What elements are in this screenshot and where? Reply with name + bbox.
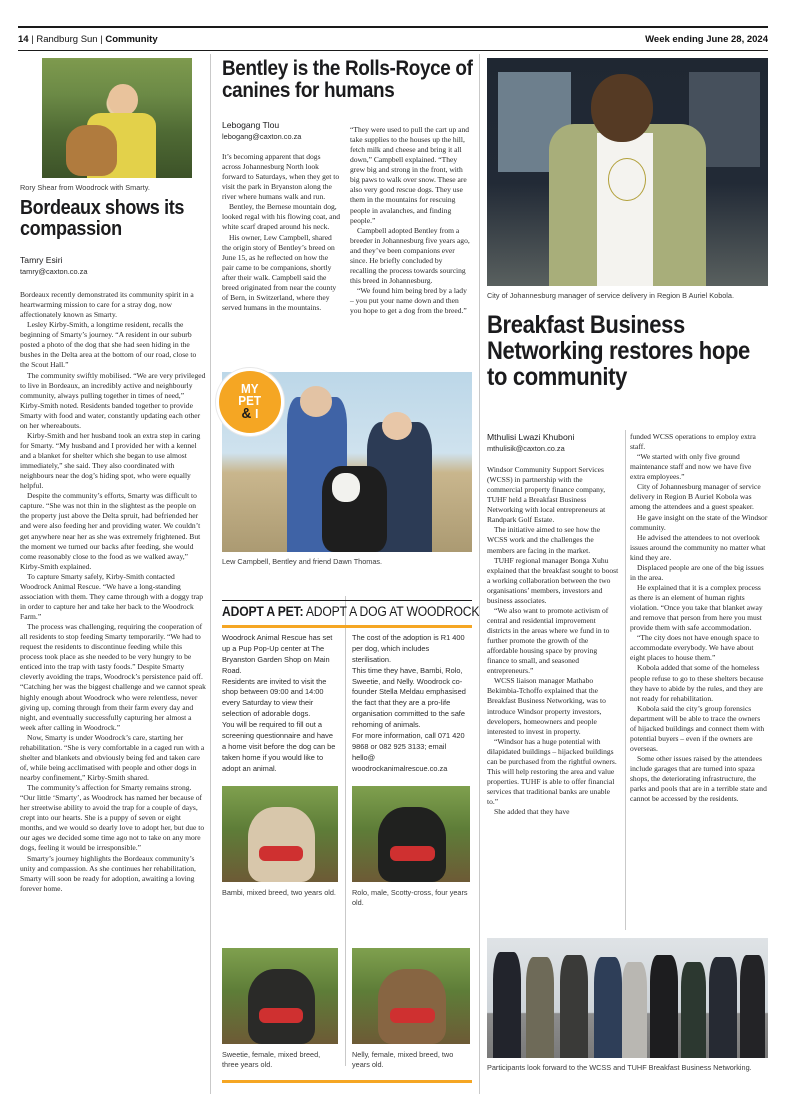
badge-ampersand: & — [241, 405, 252, 423]
byline-middle — [222, 120, 342, 142]
headline-bentley: Bentley is the Rolls-Royce of canines for humans — [222, 56, 473, 103]
caption-rory-shear: Rory Shear from Woodrock with Smarty. — [20, 183, 150, 192]
article-body-breakfast-col-a — [487, 465, 620, 817]
caption-dog-rolo: Rolo, male, Scotty-cross, four years old. — [352, 888, 468, 907]
paragraph: “We started with only five ground maintenance staff and now we have five extra employees.” — [630, 452, 752, 482]
paragraph: He advised the attendees to not overlook issues around the community no matter what kind they are. — [630, 532, 766, 562]
article-body-bordeaux — [20, 290, 206, 894]
paragraph: For more information, call 071 420 9868 or 082 925 3133; email hello@ woodrockanimalrescue.co.za — [352, 730, 465, 773]
adopt-title-rest: ADOPT A DOG AT WOODROCK — [303, 604, 480, 619]
caption-dog-nelly: Nelly, female, mixed breed, two years old. — [352, 1050, 454, 1069]
masthead-separator-1: | — [31, 33, 37, 45]
paragraph: Despite the community’s efforts, Smarty was difficult to capture. “She was not thin in the slightest as the people on the property just above the Delta spruit, had befriended her and were also feeding her and providing water. We couldn’t get anywhere near her as she was extremely frightened. But the moment we turned our backs after feeding, she would come reasonably close to the food as we walked away,” Kirby-Smith explained. — [20, 491, 201, 571]
paragraph: TUHF regional manager Bonga Xuhu explained that the breakfast sought to boost a working collaboration between the two organisations’ members, investors and business associates. — [487, 555, 619, 605]
my-pet-and-i-badge — [216, 368, 284, 436]
byline-right-name: Mthulisi Lwazi Khuboni — [487, 432, 575, 442]
article-body-bentley-col-a — [222, 152, 340, 313]
adopt-a-pet-title — [222, 604, 479, 619]
caption-dog-bambi: Bambi, mixed breed, two years old. — [222, 888, 336, 897]
paragraph: Bordeaux recently demonstrated its community spirit in a heartwarming mission to care for a stray dog, now affectionately known as Smarty. — [20, 290, 194, 320]
photo-rory-shear-smarty — [42, 58, 192, 178]
paragraph: The cost of the adoption is R1 400 per dog, which includes sterilisation. — [352, 633, 465, 664]
adopt-orange-rule — [222, 625, 472, 628]
paragraph: “The city does not have enough space to accommodate everybody. We have about eight places to house them.” — [630, 633, 760, 663]
adopt-rule-top — [222, 600, 472, 601]
paragraph: Bentley, the Bernese mountain dog, looked regal with his flowing coat, and white scarf draped around his neck. — [222, 202, 340, 232]
badge-line-2: PET — [238, 393, 262, 409]
badge-letter-i: I — [255, 406, 259, 422]
paragraph: Now, Smarty is under Woodrock’s care, starting her rehabilitation. “She is very comfortable in a caged run with a shelter and blankets and obviously being fed and taken care of, while being acclimatised with people and other dogs in nearby confinement,” Kirby-Smith shared. — [20, 732, 205, 782]
masthead-page-number: 14 — [18, 33, 29, 45]
paragraph: “Windsor has a huge potential with dilapidated buildings – hijacked buildings can be purchased from the rightful owners. This will help restoring the area and value properties. TUHF is able to offer financial services that traditional banks are unable to.” — [487, 736, 617, 807]
caption-lew-campbell: Lew Campbell, Bentley and friend Dawn Thomas. — [222, 557, 383, 566]
paragraph: Residents are invited to visit the shop between 09:00 and 14:00 every Saturday to view their selection of adorable dogs. — [222, 676, 327, 719]
adopt-title-lead: ADOPT A PET: — [222, 604, 304, 619]
paragraph: The community swiftly mobilised. “We are very privileged to live in Bordeaux, an incredibly active and neighbourly community, always pulling together in times of need,” Kirby-Smith noted. Residents banded together to provide Smarty with food and water, constantly updating each other on her whereabouts. — [20, 370, 206, 430]
headline-breakfast-business: Breakfast Business Networking restores hope to community — [487, 311, 750, 391]
adopt-text-col-b — [352, 633, 470, 774]
photo-wcss-tuhf-participants — [487, 938, 768, 1058]
article-body-breakfast-col-b — [630, 432, 768, 804]
masthead-date: Week ending June 28, 2024 — [645, 33, 768, 45]
byline-right — [487, 432, 622, 454]
paragraph: Smarty’s journey highlights the Bordeaux community’s unity and compassion. As she continues her rehabilitation, Smarty will soon be ready for adoption, awaiting a loving forever home. — [20, 853, 196, 893]
photo-dog-nelly — [352, 948, 470, 1044]
byline-left — [20, 255, 206, 277]
paragraph: Kobola added that some of the homeless people refuse to go to these shelters because they have to abide by the rules, and they are not ready for rehabilitation. — [630, 663, 764, 703]
paragraph: The community’s affection for Smarty remains strong. “Our little ‘Smarty’, as Woodrock has named her because of her streetwise ability to avoid the trap for a couple of days, crept into our hearts. She is a puppy of seven or eight months, and we would so dearly love to adopt her, but due to our ages we decided some time ago not to take on any more dogs, feeling it would be irresponsible.” — [20, 783, 205, 853]
paragraph: Campbell adopted Bentley from a breeder in Johannesburg five years ago, and they’ve been companions ever since. He briefly concluded by recalling the process towards sourcing this breed in Johannesburg. — [350, 225, 470, 285]
column-rule-mid — [345, 596, 346, 1066]
paragraph: He explained that it is a complex process as there is an element of human rights violation. “Once you take that blanket away and remove that person from here you must provide them with safe accommodation. — [630, 582, 763, 633]
paragraph: “We also want to promote activism of central and residential improvement districts in the areas where we fund in to further promote the growth of the affordable housing space by proving finance to small, and seasoned entrepreneurs.” — [487, 605, 610, 676]
caption-auriel-kobola: City of Johannesburg manager of service delivery in Region B Auriel Kobola. — [487, 291, 735, 300]
paragraph: “We found him being bred by a lady – you put your name down and then you hope to get a dog from the breed.” — [350, 286, 467, 316]
byline-right-email: mthulisik@caxton.co.za — [487, 444, 565, 454]
paragraph: funded WCSS operations to employ extra staff. — [630, 432, 756, 452]
photo-dog-sweetie — [222, 948, 338, 1044]
paragraph: It’s becoming apparent that dogs across Johannesburg North look forward to Saturdays, when they get to visit the park in Bryanston along the river where humans walk and run. — [222, 152, 340, 202]
paragraph: The initiative aimed to see how the WCSS work and the challenges the members are facing in the market. — [487, 525, 601, 555]
column-rule-2 — [479, 54, 480, 1094]
article-body-bentley-col-b — [350, 125, 470, 316]
photo-dog-rolo — [352, 786, 470, 882]
column-rule-3 — [625, 430, 626, 930]
page-masthead — [18, 26, 768, 51]
masthead-publication: Randburg Sun — [36, 33, 98, 45]
paragraph: City of Johannesburg manager of service delivery in Region B Auriel Kobola was among the attendees and a guest speaker. — [630, 482, 761, 512]
byline-left-email: tamry@caxton.co.za — [20, 267, 88, 277]
paragraph: You will be required to fill out a screening questionnaire and have a home visit before the dog can be taken home if you would like to adopt an animal. — [222, 720, 336, 773]
byline-left-name: Tamry Esiri — [20, 255, 63, 265]
photo-dog-bambi — [222, 786, 338, 882]
paragraph: Kirby-Smith and her husband took an extra step in caring for Smarty. “My husband and I provided her with a kennel and a blanket for shelter which she began to use almost immediately,” she said. They also coordinated with neighbours near the dog’s hiding spot, who were equally helpful. — [20, 430, 201, 491]
paragraph: WCSS liaison manager Mathabo Bekimbia-Tchoffo explained that the Breakfast Business Networking, was to introduce Windsor property investors, developers, homeowners and people interested to invest in property. — [487, 676, 606, 736]
paragraph: She added that they have — [494, 807, 570, 817]
masthead-separator-2: | — [100, 33, 106, 45]
paragraph: Some other issues raised by the attendees include garages that are turned into spaza shops, the deteriorating infrastructure, the parks and pools that are in a terrible state and cannot be accessed by the residents. — [630, 754, 767, 804]
paragraph: “They were used to pull the cart up and take supplies to the houses up the hill, fetch milk and cheese and bring it all down,” Campbell explained. “They grew big and strong in the front, with big paws to walk over snow. These are also very good rescue dogs. They use them in the mountains for rescuing people in avalanches, and finding people.” — [350, 125, 470, 225]
byline-middle-email: lebogang@caxton.co.za — [222, 132, 302, 142]
badge-line-1: MY — [241, 381, 259, 397]
column-rule-1 — [210, 54, 211, 1094]
paragraph: Woodrock Animal Rescue has set up a Pup Pop-Up center at The Bryanston Garden Shop on Main Road. — [222, 633, 333, 675]
paragraph: To capture Smarty safely, Kirby-Smith contacted Woodrock Animal Rescue. “We have a long-standing association with them. They came through with a doggy trap in order to capture her and take her back to the Woodrock Farm.” — [20, 571, 204, 621]
paragraph: Windsor Community Support Services (WCSS) in partnership with the commercial property finance company, TUHF held a Breakfast Business Networking with local entrepreneurs at Randpark Golf Estate. — [487, 465, 606, 525]
caption-wcss-participants: Participants look forward to the WCSS and TUHF Breakfast Business Networking. — [487, 1063, 752, 1072]
byline-middle-name: Lebogang Tlou — [222, 120, 280, 130]
adopt-orange-rule-bottom — [222, 1080, 472, 1083]
paragraph: The process was challenging, requiring the cooperation of all residents to stop feeding Smarty temporarily. “We had to request the residents to discontinue feeding while this process took place as she needed to be very hungry to be enticed into the trap with tasty foods.” Despite Smarty cleverly avoiding the traps, Woodrock’s persistence paid off. “Catching her was the biggest challenge and we cannot speak highly enough about Woodrock who were relentless, never giving up, coming through from their farm every day and night, and eventually successfully capturing her almost a week after calling in Woodrock.” — [20, 622, 206, 732]
paragraph: He gave insight on the state of the Windsor community. — [630, 512, 768, 532]
paragraph: Kobola said the city’s group forensics department will be able to trace the owners of hijacked buildings and connect them with potential buyers – even if the owners are overseas. — [630, 703, 765, 753]
paragraph: His owner, Lew Campbell, shared the origin story of Bentley’s breed on June 15, as he reflected on how the pair came to be companions, shortly after their walk. Campbell said the breed originated from near the county of Bern, in Switzerland, where they served humans in the mountains. — [222, 232, 337, 312]
masthead-left — [18, 34, 158, 45]
headline-bordeaux: Bordeaux shows its compassion — [20, 196, 185, 241]
paragraph: Displaced people are one of the big issues in the area. — [630, 562, 764, 582]
paragraph: Lesley Kirby-Smith, a longtime resident, recalls the beginning of Smarty’s journey. “A resident in our suburb posted a photo of the dog that she had seen hiding in the bushes in the Delta area at the bottom of our road, close to the Scout Hall.” — [20, 320, 197, 370]
adopt-text-col-a — [222, 633, 338, 774]
photo-auriel-kobola — [487, 58, 768, 286]
caption-dog-sweetie: Sweetie, female, mixed breed, three years old. — [222, 1050, 321, 1069]
masthead-section: Community — [105, 33, 158, 45]
paragraph: This time they have, Bambi, Rolo, Sweetie, and Nelly. Woodrock co-founder Stella Meldau emphasised the fact that they are a pro-life organisation committed to the safe rehoming of animals. — [352, 665, 466, 729]
